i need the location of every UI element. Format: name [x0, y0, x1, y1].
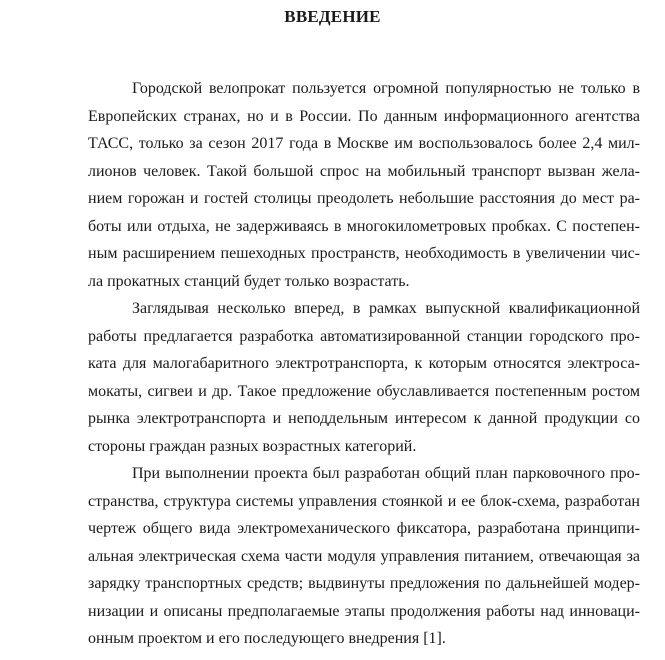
text-line: Городской велопрокат пользуется огромной популярностью не только в	[132, 80, 640, 97]
text-line: стороны граждан разных возрастных категорий.	[88, 437, 417, 455]
paragraph-2	[88, 295, 640, 460]
text-line: работы предлагается разработка автоматизированной станции городского про-	[88, 327, 640, 345]
text-line: нием горожан и гостей столицы преодолеть небольшие расстояния до мест ра-	[88, 190, 640, 207]
page-title: ВВЕДЕНИЕ	[284, 7, 381, 26]
text-line: низации и описаны предполагаемые этапы продолжения работы над инноваци-	[88, 602, 640, 620]
text-line: Европейских странах, но и в России. По данным информационного агентства	[88, 107, 640, 125]
text-line: лионов человек. Такой большой спрос на мобильный транспорт вызван жела-	[88, 162, 640, 180]
text-line: Заглядывая несколько вперед, в рамках выпускной квалификационной	[132, 300, 640, 317]
text-line: боты или отдыха, не задерживаясь в многокилометровых пробках. С постепен-	[88, 217, 640, 235]
text-line: ным расширением пешеходных пространств, необходимость в увеличении чис-	[88, 245, 640, 262]
text-line: странства, структура системы управления стоянкой и ее блок-схема, разработан	[88, 492, 640, 510]
text-line: альная электрическая схема части модуля управления питанием, отвечающая за	[88, 547, 640, 565]
text-line: При выполнении проекта был разработан общий план парковочного про-	[132, 465, 640, 482]
text-line: зарядку транспортных средств; выдвинуты предложения по дальнейшей модер-	[88, 575, 640, 592]
text-line: ката для малогабаритного электротранспорта, к которым относятся электроса-	[88, 355, 640, 372]
text-line: мокаты, сигвеи и др. Такое предложение обуславливается постепенным ростом	[88, 382, 640, 400]
text-line: рынка электротранспорта и неподдельным интересом к данной продукции со	[88, 410, 640, 427]
text-line: ТАСС, только за сезон 2017 года в Москве им воспользовалось более 2,4 мил-	[88, 135, 640, 152]
paragraph-3	[88, 460, 640, 653]
text-line: ла прокатных станций будет только возрастать.	[88, 272, 410, 290]
paragraph-1	[88, 75, 640, 295]
text-line: онным проектом и его последующего внедрения [1].	[88, 630, 446, 647]
text-line: чертеж общего вида электромеханического фиксатора, разработана принципи-	[88, 520, 640, 537]
